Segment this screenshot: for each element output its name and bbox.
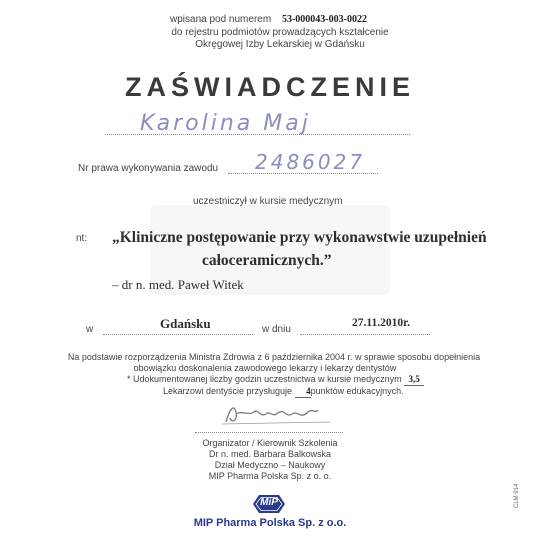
legal-line-3 <box>127 374 424 386</box>
signature-line <box>195 432 343 433</box>
place-line <box>103 334 253 335</box>
date-label: w dniu <box>262 324 291 335</box>
points-suffix: punktów edukacyjnych. <box>310 386 404 396</box>
legal-line-4 <box>163 386 404 398</box>
registry-line-1 <box>170 14 367 25</box>
hours-label: * Udokumentowanej liczby godzin uczestnictwa w kursie medycznym <box>127 374 402 384</box>
points-value: 4 <box>295 386 311 398</box>
course-title-line-2: całoceramicznych.” <box>202 252 332 269</box>
registry-line-3: Okręgowej Izby Lekarskiej w Gdańsku <box>195 39 365 50</box>
recipient-name: Karolina Maj <box>140 111 311 136</box>
legal-line-1: Na podstawie rozporządzenia Ministra Zdrowia z 6 października 2004 r. w sprawie sposobu dopełnienia <box>67 352 481 362</box>
organizer-line-3: Dział Medyczno – Naukowy <box>214 460 326 470</box>
mip-logo-icon <box>247 493 291 515</box>
points-label: Lekarzowi dentyście przysługuje <box>163 386 293 396</box>
registry-prefix: wpisana pod numerem <box>170 14 272 25</box>
hours-value: 3,5 <box>404 374 424 386</box>
participation-text: uczestniczył w kursie medycznym <box>193 196 343 207</box>
course-title-line-1: „Kliniczne postępowanie przy wykonawstwie uzupełnień <box>112 229 487 246</box>
place: Gdańsku <box>160 316 211 331</box>
date: 27.11.2010r. <box>352 317 411 329</box>
legal-line-2: obowiązku doskonalenia zawodowego lekarzy i lekarzy dentystów <box>133 363 397 373</box>
registry-line-2: do rejestru podmiotów prowadzących kształcenie <box>171 27 389 38</box>
organizer-line-1: Organizator / Kierownik Szkolenia <box>202 438 338 448</box>
license-label: Nr prawa wykonywania zawodu <box>78 163 219 174</box>
company-name: MIP Pharma Polska Sp. z o.o. <box>193 517 347 529</box>
lecturer: – dr n. med. Paweł Witek <box>112 277 244 292</box>
registry-number: 53-000043-003-0022 <box>281 14 367 25</box>
organizer-line-4: MIP Pharma Polska Sp. z o. o. <box>208 471 332 481</box>
place-label: w <box>86 324 94 335</box>
license-number: 2486027 <box>255 150 366 174</box>
nt-label: nt: <box>76 233 88 244</box>
organizer-line-2: Dr n. med. Barbara Balkowska <box>208 449 332 459</box>
organizer-signature <box>218 398 338 430</box>
document-title: ZAŚWIADCZENIE <box>125 72 415 102</box>
side-code: CLM 914 <box>514 483 520 508</box>
date-line <box>300 334 430 335</box>
mip-badge-text: MiP <box>260 497 278 508</box>
